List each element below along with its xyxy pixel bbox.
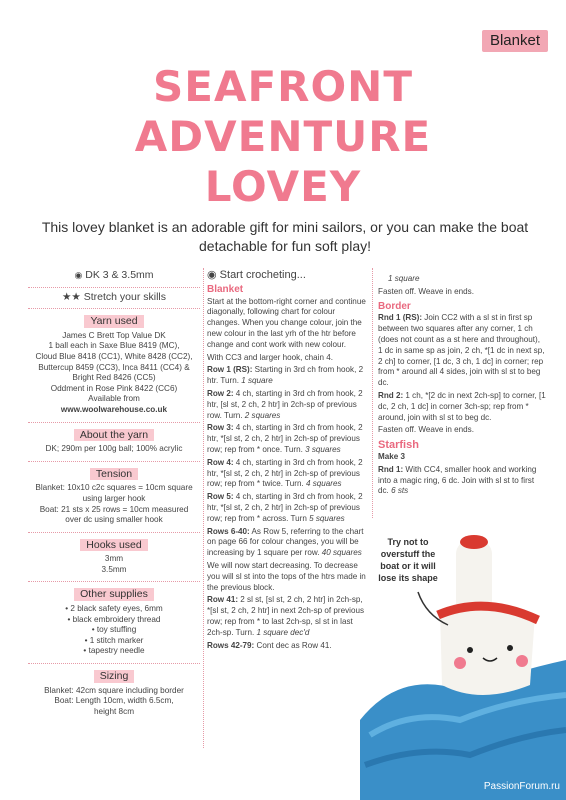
spec-text: DK 3 & 3.5mm [85,269,154,281]
row-note: 3 squares [305,444,341,454]
title-line-2: ADVENTURE [134,112,432,161]
rnd-2 [378,391,546,423]
row-text: 4 ch, starting in 3rd ch from hook, 2 htr, *[sl st, 2 ch, 2 htr] in 2ch-sp of previous row; rep from * across. Turn [207,492,363,523]
about-text: DK; 290m per 100g ball; 100% acrylic [45,444,183,454]
supplies-heading: Other supplies [74,588,154,601]
sizing-line: Blanket: 42cm square including border [44,685,184,695]
row-5 [207,492,367,524]
row-6-40 [207,527,367,559]
start-title: Start crocheting... [219,269,306,281]
starfish-heading: Starfish [378,439,419,452]
row-label: Row 1 (RS): [207,365,253,375]
row-label: Row 5: [207,492,234,502]
border-column [378,274,546,499]
rnd-text: Join CC2 with a sl st in first sp between two squares after any corner, 1 ch (does not count as a st here and throughout), 1 dc in same sp as join, 2 ch, *[1 dc in next sp, 2 ch] to corner, [1 dc, 3 ch, 1 dc] in corner; rep from * around all 4 sides, join with sl st to beg dc. [378,313,545,388]
spec-line [28,270,200,281]
yarn-line: Buttercup 8459 (CC3), Inca 8411 (CC4) & [38,362,190,372]
rnd-text: With CC4, smaller hook and working into a magic ring, 6 dc. Join with sl st to first dc. [378,464,537,496]
fasten-off: Fasten off. Weave in ends. [378,286,474,296]
tension-line: using larger hook [82,493,146,503]
rnd-text: 1 ch, *[2 dc in next 2ch-sp] to corner, [1 dc, 2 ch, 1 dc] in corner 3ch-sp; rep from * around, join with sl st to beg dc. [378,390,546,422]
tension-line: over dc using smaller hook [65,515,163,525]
yarn-line: James C Brett Top Value DK [62,330,166,340]
row-41 [207,595,367,638]
decrease-instruction: We will now start decreasing. To decrease you will sl st into the tops of the htrs made in the previous block. [207,560,366,592]
start-heading [207,270,367,281]
section-tag: Blanket [482,30,548,52]
tension-line: Blanket: 10x10 c2c squares = 10cm square [35,483,193,493]
divider [28,287,200,288]
row-3 [207,423,367,455]
hook-line: 3.5mm [101,564,127,574]
row-label: Row 41: [207,595,239,605]
blanket-intro: Start at the bottom-right corner and continue diagonally, following chart for colour changes. When you change colour, join the new colour in the last yrh of the htr before change and cont work with new colour. [207,296,366,349]
yarn-heading: Yarn used [84,315,143,328]
yarn-ball-icon: ◉ [207,269,217,281]
skill-text: Stretch your skills [83,290,167,303]
column-divider [203,268,204,748]
row-label: Row 2: [207,388,234,398]
yarn-line: 1 ball each in Saxe Blue 8419 (MC), [48,341,180,351]
make-count: Make 3 [378,451,405,461]
about-heading: About the yarn [74,429,154,442]
supply-line: • 2 black safety eyes, 6mm [65,604,163,614]
row-text: Cont dec as Row 41. [254,640,332,650]
cheek [454,657,466,669]
column-divider [372,268,373,518]
title-line-1: SEAFRONT [153,62,413,111]
row-label: Row 4: [207,457,234,467]
sizing-line: height 8cm [93,706,135,716]
row-text: 4 ch, starting in 3rd ch from hook, 2 htr, *[sl st, 2 ch, 2 htr] in 2ch-sp of previous row; rep from * once. Turn. [207,423,363,454]
yarn-ball-icon: ◉ [74,270,83,280]
divider [28,663,200,664]
row-note: 1 square [388,274,420,283]
fasten-off: Fasten off. Weave in ends. [378,425,474,435]
border-heading: Border [378,300,411,312]
chimney-top [460,535,488,549]
starfish-rnd-1 [378,465,546,497]
hooks-heading: Hooks used [80,539,147,552]
row-text: 4 ch, starting in 3rd ch from hook, 2 htr, *[sl st, 2 ch, 2 htr] in 2ch-sp of previous row; rep from * twice. Turn. [207,457,363,489]
row-label: Rows 42-79: [207,640,255,650]
supply-line: • toy stuffing [91,625,137,635]
row-text: As Row 5, referring to the chart on page 66 for colour changes, you will be increasing by 1 square per row. [207,526,364,558]
row-note: 1 square [241,376,273,386]
pattern-column [207,270,367,653]
blanket-heading: Blanket [207,283,244,295]
rnd-label: Rnd 1: [378,464,404,474]
divider [28,532,200,533]
row-note: 2 squares [244,410,281,420]
supply-line: • black embroidery thread [67,614,161,624]
sizing-line: Boat: Length 10cm, width 6.5cm, [54,696,174,706]
row-note: 4 squares [305,479,342,489]
supply-line: • tapestry needle [83,646,145,656]
row-label: Row 3: [207,423,234,433]
yarn-line: Available from [88,394,140,404]
skill-line [28,292,200,303]
rnd-label: Rnd 2: [378,390,404,400]
divider [28,581,200,582]
yarn-url: www.woolwarehouse.co.uk [60,404,168,414]
supply-line: • 1 stitch marker [84,635,144,645]
row-2 [207,389,367,421]
rnd-note: 6 sts [391,486,409,496]
chain-instruction: With CC3 and larger hook, chain 4. [207,352,333,362]
sizing-heading: Sizing [94,670,135,683]
tension-line: Boat: 21 sts x 25 rows = 10cm measured [39,504,189,514]
intro-text: This lovey blanket is an adorable gift for mini sailors, or you can make the boat detachable for fun soft play! [41,219,529,254]
row-42-79 [207,641,367,652]
row-1 [207,365,367,387]
row-note: 5 squares [309,513,345,523]
site-credit: PassionForum.ru [483,781,560,792]
yarn-line: Oddment in Rose Pink 8422 (CC6) [50,383,178,393]
row-label: Rows 6-40: [207,526,250,536]
eye-icon [507,645,513,651]
rnd-label: Rnd 1 (RS): [378,313,423,323]
star-icon: ★★ [61,290,81,303]
tension-heading: Tension [90,468,138,481]
row-text: Starting in 3rd ch from hook, 2 htr. Turn. [207,365,364,386]
eye-icon [467,647,473,653]
row-text: 2 sl st, [sl st, 2 ch, 2 htr] in 2ch-sp, *[sl st, 2 ch, 2 htr] in next 2ch-sp of previous row; rep from * to last 2ch-sp, sl st in last 2ch-sp. Turn. [207,595,365,637]
tip-note: Try not to overstuff the boat or it will lose its shape [378,537,438,583]
row-4 [207,458,367,490]
row-note: 1 square dec'd [256,627,310,637]
divider [28,461,200,462]
row-note: 40 squares [321,548,362,558]
title-line-3: LOVEY [204,162,362,211]
cheek [516,655,528,667]
info-column [28,266,200,717]
divider [28,308,200,309]
row-text: 4 ch, starting in 3rd ch from hook, 2 htr, [sl st, 2 ch, 2 htr] in 2ch-sp of previous row. Turn. [207,388,363,420]
rnd-1 [378,313,546,389]
yarn-line: Cloud Blue 8418 (CC1), White 8428 (CC2), [35,351,193,361]
yarn-line: Bright Red 8426 (CC5) [72,373,156,383]
hook-line: 3mm [104,554,124,564]
divider [28,422,200,423]
